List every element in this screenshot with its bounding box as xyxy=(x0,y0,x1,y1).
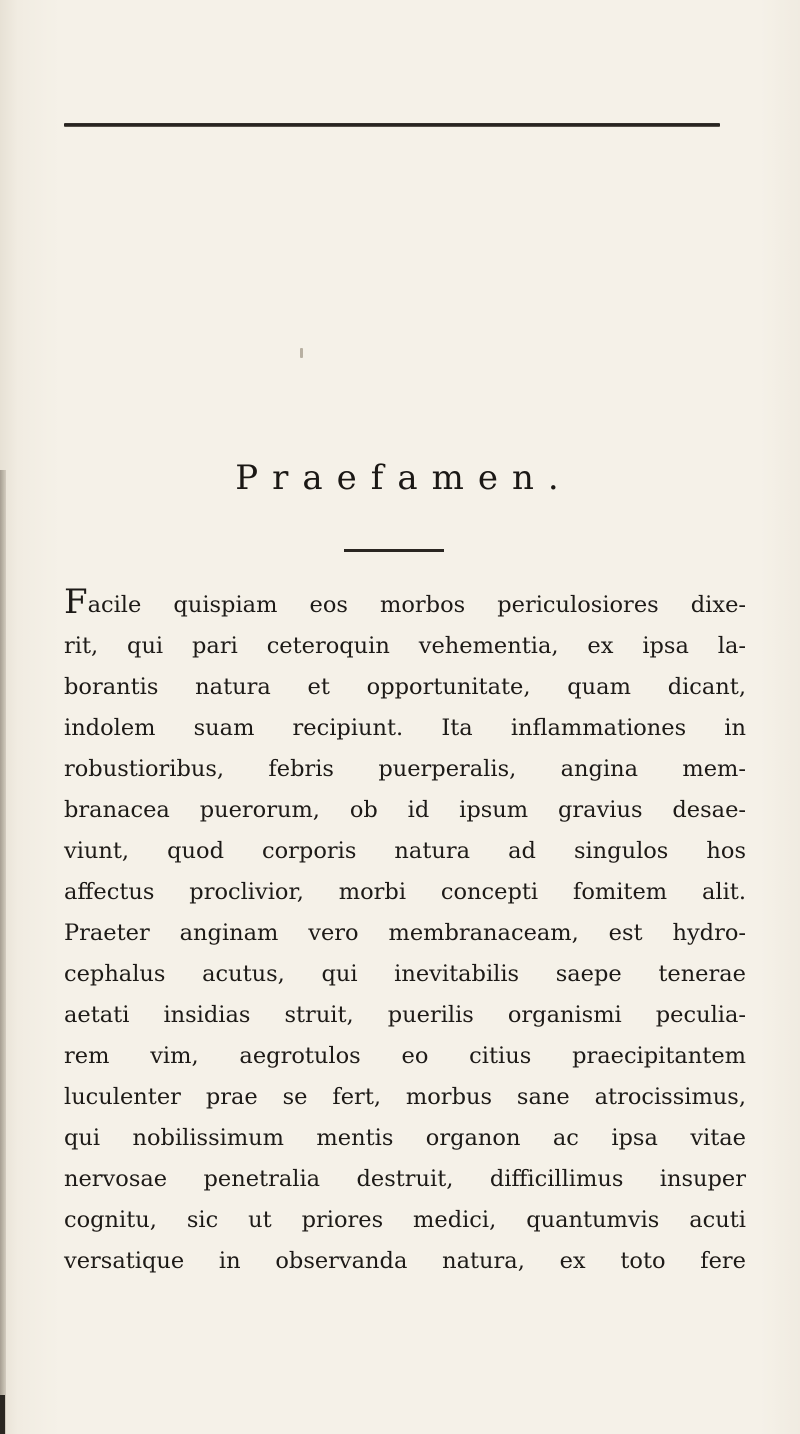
text-line: cephalus acutus, qui inevitabilis saepe tenerae xyxy=(64,961,746,987)
text-line-1-rest: acile quispiam eos morbos periculosiores dixe- xyxy=(87,592,746,618)
drop-cap: F xyxy=(64,582,88,622)
text-line: qui nobilissimum mentis organon ac ipsa vitae xyxy=(64,1125,746,1151)
text-line: branacea puerorum, ob id ipsum gravius desae- xyxy=(64,797,746,823)
text-line: versatique in observanda natura, ex toto fere xyxy=(64,1248,746,1274)
text-line: luculenter prae se fert, morbus sane atrocissimus, xyxy=(64,1084,746,1110)
page-gutter-shadow xyxy=(0,470,6,1434)
text-line: viunt, quod corporis natura ad singulos hos xyxy=(64,838,746,864)
text-line: robustioribus, febris puerperalis, angina mem- xyxy=(64,756,746,782)
paper-speck xyxy=(300,348,303,358)
page-title: Praefamen. xyxy=(235,458,573,498)
text-line: cognitu, sic ut priores medici, quantumvis acuti xyxy=(64,1207,746,1233)
text-line: aetati insidias struit, puerilis organismi peculia- xyxy=(64,1002,746,1028)
header-rule xyxy=(64,123,720,127)
text-line: rem vim, aegrotulos eo citius praecipitantem xyxy=(64,1043,746,1069)
text-line-1 xyxy=(64,582,746,626)
title-rule xyxy=(344,549,444,552)
text-line: indolem suam recipiunt. Ita inflammationes in xyxy=(64,715,746,741)
text-line: nervosae penetralia destruit, difficillimus insuper xyxy=(64,1166,746,1192)
text-line: rit, qui pari ceteroquin vehementia, ex ipsa la- xyxy=(64,633,746,659)
text-line: borantis natura et opportunitate, quam dicant, xyxy=(64,674,746,700)
text-line: Praeter anginam vero membranaceam, est hydro- xyxy=(64,920,746,946)
page-gutter-mark xyxy=(0,1395,5,1434)
text-line: affectus proclivior, morbi concepti fomitem alit. xyxy=(64,879,746,905)
body-paragraph xyxy=(64,582,746,1282)
